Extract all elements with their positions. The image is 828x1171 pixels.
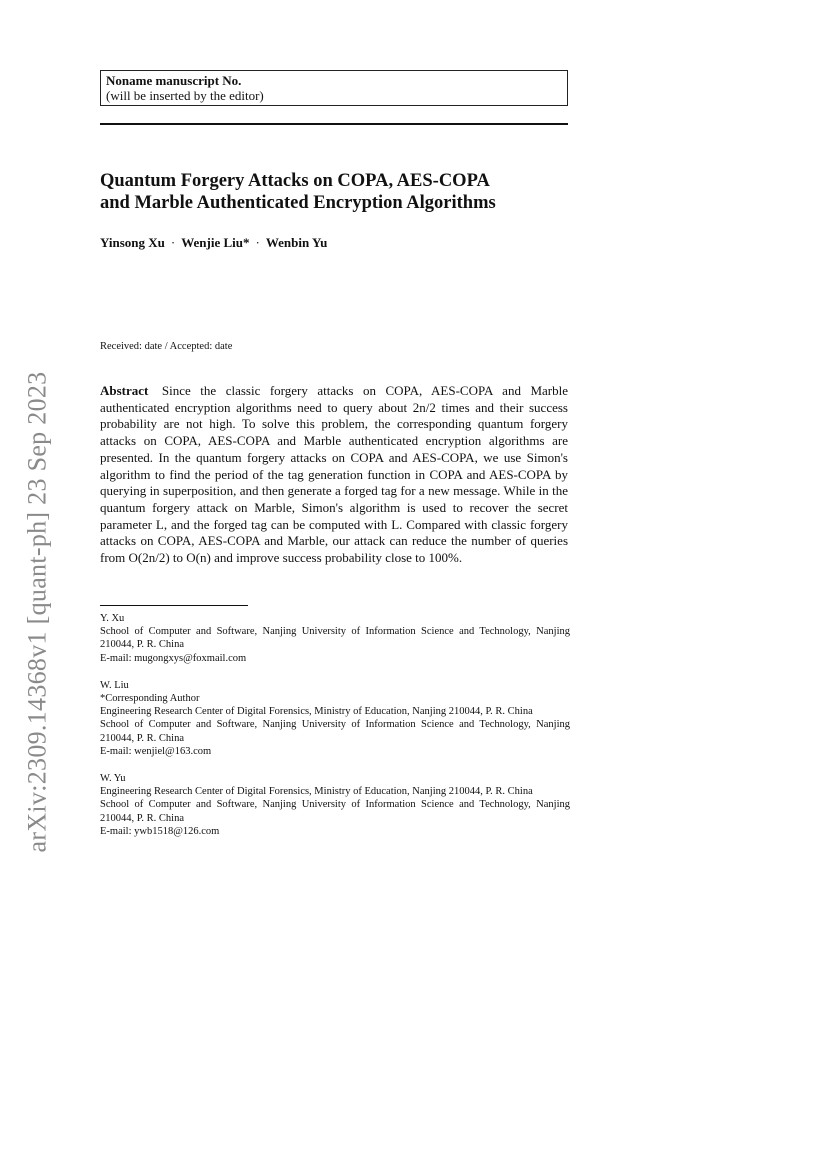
arxiv-identifier: arXiv:2309.14368v1 [quant-ph] 23 Sep 2023 (22, 371, 51, 853)
author-3: Wenbin Yu (265, 235, 328, 250)
affiliations (100, 612, 570, 852)
affiliation-line: E-mail: mugongxys@foxmail.com (100, 652, 247, 664)
author-list (100, 235, 327, 251)
manuscript-number-box (100, 70, 568, 106)
author-separator-2: · (255, 235, 260, 250)
paper-title-line-1: Quantum Forgery Attacks on COPA, AES-COPA (100, 171, 490, 191)
affiliation-line: Y. Xu (100, 613, 125, 624)
received-accepted-line: Received: date / Accepted: date (100, 341, 233, 352)
arxiv-sidebar-stamp (14, 352, 60, 872)
affiliation-line: Engineering Research Center of Digital Forensics, Ministry of Education, Nanjing 210044, P. R. China (100, 786, 533, 798)
manuscript-number-label: Noname manuscript No. (106, 73, 242, 88)
affiliation-line: W. Yu (100, 773, 126, 785)
affiliation-xu (100, 612, 570, 665)
footnote-rule (100, 605, 248, 606)
paper-title-line-2: and Marble Authenticated Encryption Algorithms (100, 193, 496, 213)
affiliation-line: School of Computer and Software, Nanjing University of Information Science and Technology, Nanjing 210044, P. R. China (100, 719, 570, 744)
editor-note: (will be inserted by the editor) (106, 88, 264, 103)
author-separator-1: · (170, 235, 176, 250)
affiliation-line: E-mail: ywb1518@126.com (100, 825, 220, 837)
abstract-body: Since the classic forgery attacks on COPA, AES-COPA and Marble authenticated encryption algorithms need to query about 2n/2 times and their success probability are not high. To solve this problem, the corresponding quantum forgery attacks on COPA, AES-COPA and Marble authenticated encryption algorithms are presented. In the quantum forgery attacks on COPA and AES-COPA, we use Simon's algorithm to find the period of the tag generation function in COPA and AES-COPA by querying in superposition, and then generate a forged tag for a new message. While in the quantum forgery attack on Marble, Simon's algorithm is used to recover the secret parameter L, and the forged tag can be computed with L. Compared with classic forgery attacks on COPA, AES-COPA and Marble, our attack can reduce the number of queries from O(2n/2) to O(n) and improve success probability close to 100%. (100, 383, 569, 566)
abstract (100, 383, 568, 567)
affiliation-liu (100, 679, 570, 758)
affiliation-line: E-mail: wenjiel@163.com (100, 745, 212, 757)
affiliation-line: *Corresponding Author (100, 693, 200, 705)
affiliation-line: W. Liu (100, 679, 129, 691)
author-1: Yinsong Xu (100, 235, 165, 250)
affiliation-yu (100, 772, 570, 838)
paper-title (100, 170, 570, 214)
abstract-heading: Abstract (100, 383, 149, 398)
header-rule (100, 123, 568, 125)
affiliation-line: School of Computer and Software, Nanjing University of Information Science and Technology, Nanjing 210044, P. R. China (100, 799, 570, 824)
affiliation-line: Engineering Research Center of Digital Forensics, Ministry of Education, Nanjing 210044, P. R. China (100, 706, 533, 718)
author-2: Wenjie Liu* (181, 235, 250, 250)
affiliation-line: School of Computer and Software, Nanjing University of Information Science and Technology, Nanjing 210044, P. R. China (100, 626, 570, 651)
